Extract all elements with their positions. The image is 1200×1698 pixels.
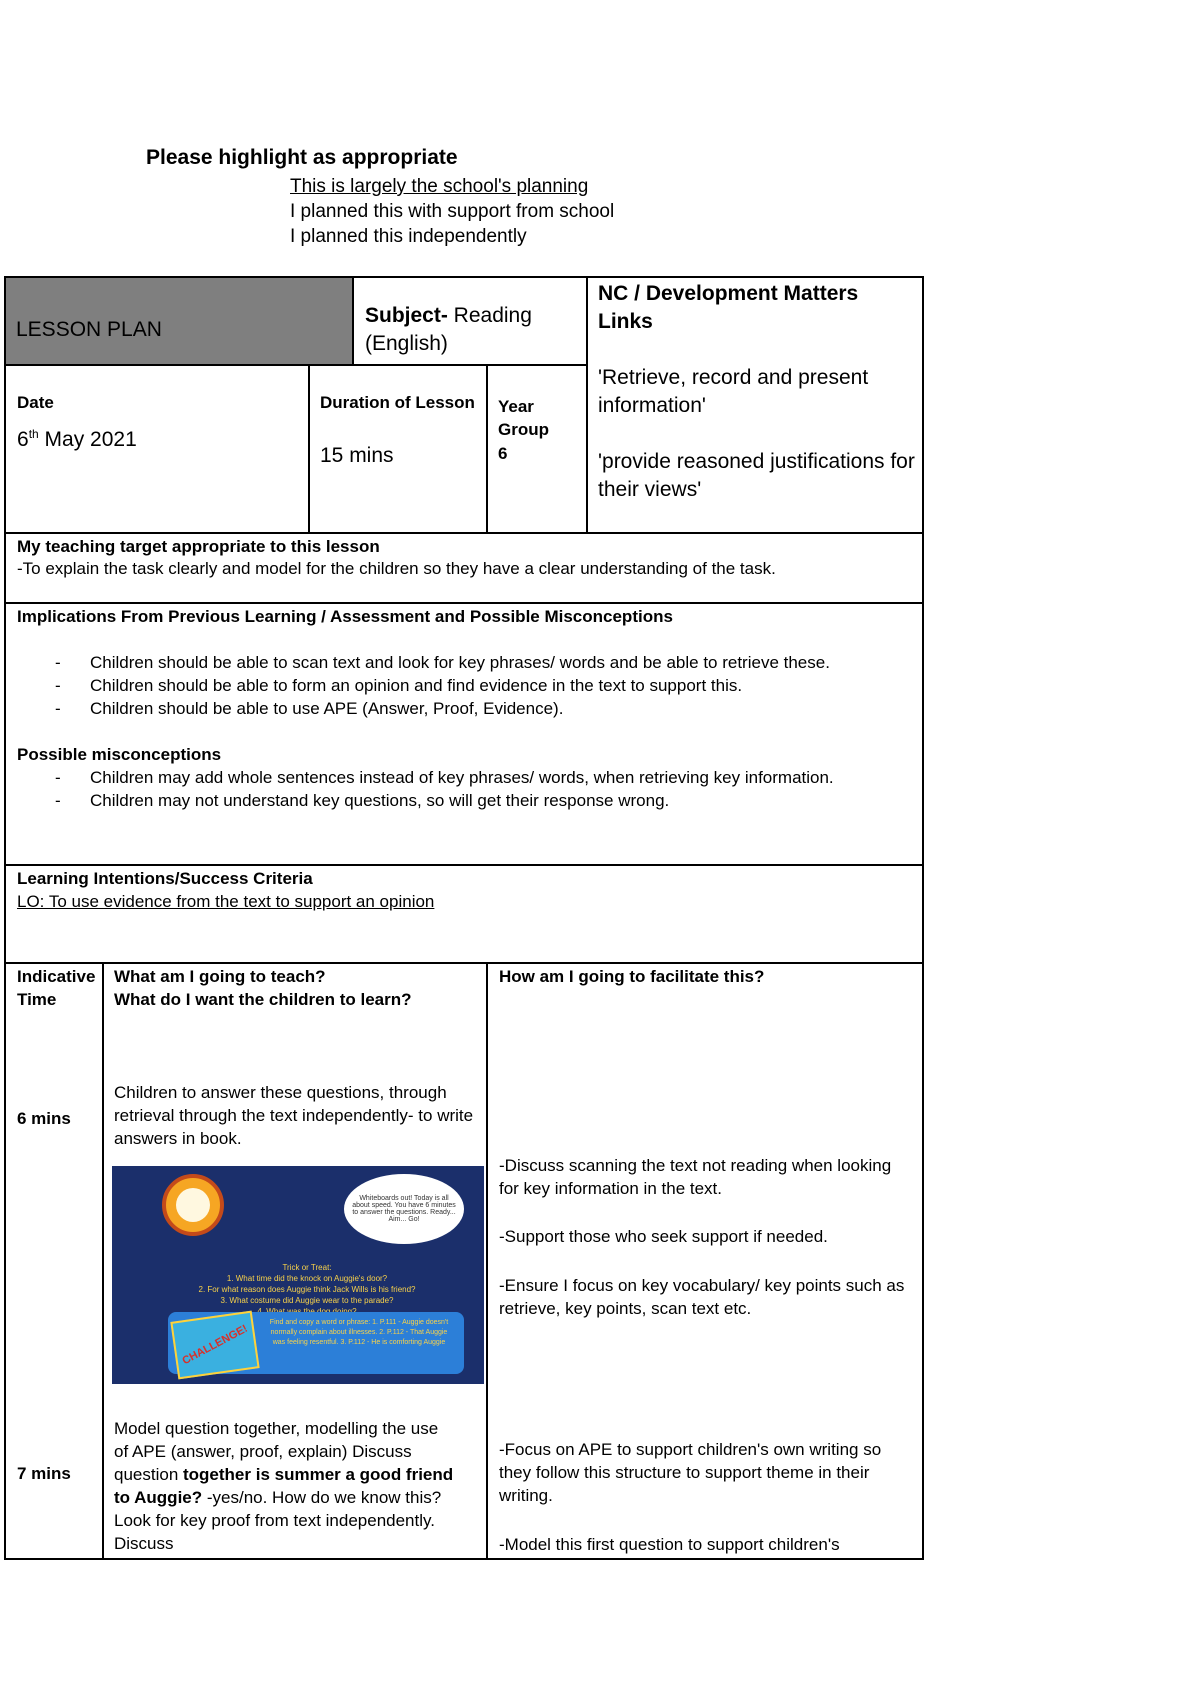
year-label: Year Group: [498, 397, 549, 439]
implications-title: Implications From Previous Learning / Assessment and Possible Misconceptions: [17, 607, 673, 626]
col-time-head: Indicative Time: [17, 967, 96, 1009]
li-text: LO: To use evidence from the text to support an opinion: [17, 892, 435, 911]
time-1: 6 mins: [17, 1109, 71, 1128]
learning-intentions-cell: [4, 864, 924, 964]
slide-q-title: Trick or Treat:: [282, 1263, 332, 1272]
slide-question: 3. What costume did Auggie wear to the parade?: [220, 1296, 394, 1305]
lesson-plan-label: LESSON PLAN: [16, 318, 162, 341]
clock-icon: [162, 1174, 224, 1236]
challenge-text: Find and copy a word or phrase: 1. P.111 - Auggie doesn't normally complain about illnesses. 2. P.112 - That Auggie was feeling resentful. 3. P.112 - He is comforting Auggie: [269, 1319, 449, 1346]
date-sup: th: [28, 427, 39, 441]
nc-text-justify: 'provide reasoned justifications for their views': [598, 450, 915, 501]
date-day: 6: [17, 428, 29, 451]
list-item: - Children may add whole sentences instead of key phrases/ words, when retrieving key information.: [17, 766, 877, 789]
nc-links-cell: [586, 276, 924, 534]
planning-option-school[interactable]: This is largely the school's planning: [290, 176, 589, 197]
li-title: Learning Intentions/Success Criteria: [17, 869, 313, 888]
slide-question: 2. For what reason does Auggie think Jack Wills is his friend?: [198, 1285, 416, 1294]
duration-label: Duration of Lesson: [320, 393, 475, 412]
teach-2c: -yes/no. How do we know this? Look for key proof from text independently. Discuss: [114, 1488, 442, 1553]
facil-text-2: -Support those who seek support if needed.: [499, 1227, 828, 1246]
target-text: -To explain the task clearly and model for the children so they have a clear understanding of the task.: [17, 559, 776, 578]
facil-text-5: -Model this first question to support children's: [499, 1535, 840, 1554]
implications-list: [17, 651, 877, 720]
misconceptions-list: [17, 766, 877, 812]
subject-label: Subject-: [365, 304, 448, 327]
list-item: - Children may not understand key questions, so will get their response wrong.: [17, 789, 877, 812]
speech-bubble: Whiteboards out! Today is all about speed. You have 6 minutes to answer the questions. Ready... Aim... Go!: [344, 1174, 464, 1244]
subject-value: Reading (English): [365, 304, 532, 355]
nc-text-retrieve: 'Retrieve, record and present information': [598, 366, 869, 417]
facilitate-column: [486, 962, 924, 1560]
time-column: [4, 962, 104, 1560]
subject-cell: [352, 276, 588, 366]
lesson-plan-cell: [4, 276, 354, 366]
challenge-panel: [168, 1312, 464, 1374]
list-item: - Children should be able to use APE (Answer, Proof, Evidence).: [17, 697, 877, 720]
slide-question: 1. What time did the knock on Auggie's door?: [226, 1274, 388, 1283]
time-2: 7 mins: [17, 1464, 71, 1483]
misconceptions-title: Possible misconceptions: [17, 745, 222, 764]
teach-2b: together is summer a good friend to Auggie?: [114, 1465, 454, 1507]
col-facilitate-head: How am I going to facilitate this?: [499, 967, 765, 986]
lesson-slide-image: [112, 1166, 484, 1384]
col-teach-head-2: What do I want the children to learn?: [114, 990, 412, 1009]
duration-value: 15 mins: [320, 444, 394, 467]
duration-cell: [308, 364, 488, 534]
year-group-cell: [486, 364, 588, 534]
facil-text-3: -Ensure I focus on key vocabulary/ key points such as retrieve, key points, scan text etc.: [499, 1276, 905, 1318]
date-label: Date: [17, 393, 54, 412]
challenge-burst: [170, 1311, 259, 1380]
col-teach-head-1: What am I going to teach?: [114, 967, 326, 986]
date-value: [17, 420, 137, 454]
nc-title: NC / Development Matters Links: [598, 282, 859, 333]
list-item: - Children should be able to scan text and look for key phrases/ words and be able to retrieve these.: [17, 651, 877, 674]
planning-option-support[interactable]: I planned this with support from school: [290, 201, 615, 222]
facil-text-4: -Focus on APE to support children's own writing so they follow this structure to support theme in their writing.: [499, 1440, 882, 1505]
target-title: My teaching target appropriate to this lesson: [17, 537, 380, 556]
date-cell: [4, 364, 310, 534]
list-item: - Children should be able to form an opinion and find evidence in the text to support this.: [17, 674, 877, 697]
teaching-target-cell: [4, 532, 924, 604]
year-value: 6: [498, 444, 508, 463]
page-title: Please highlight as appropriate: [146, 146, 458, 169]
planning-option-independent[interactable]: I planned this independently: [290, 226, 527, 247]
facil-text-1: -Discuss scanning the text not reading when looking for key information in the text.: [499, 1156, 892, 1198]
challenge-label: CHALLENGE!: [180, 1322, 250, 1368]
teach-2a: Model question together, modelling the use of APE (answer, proof, explain) Discuss question: [114, 1419, 439, 1484]
teach-text-2: [114, 1417, 454, 1555]
teach-text-1: Children to answer these questions, through retrieval through the text independently- to write answers in book.: [114, 1083, 474, 1148]
slide-questions: [152, 1262, 462, 1317]
subject-text: [365, 302, 581, 358]
date-rest: May 2021: [38, 428, 137, 451]
implications-cell: [4, 602, 924, 866]
